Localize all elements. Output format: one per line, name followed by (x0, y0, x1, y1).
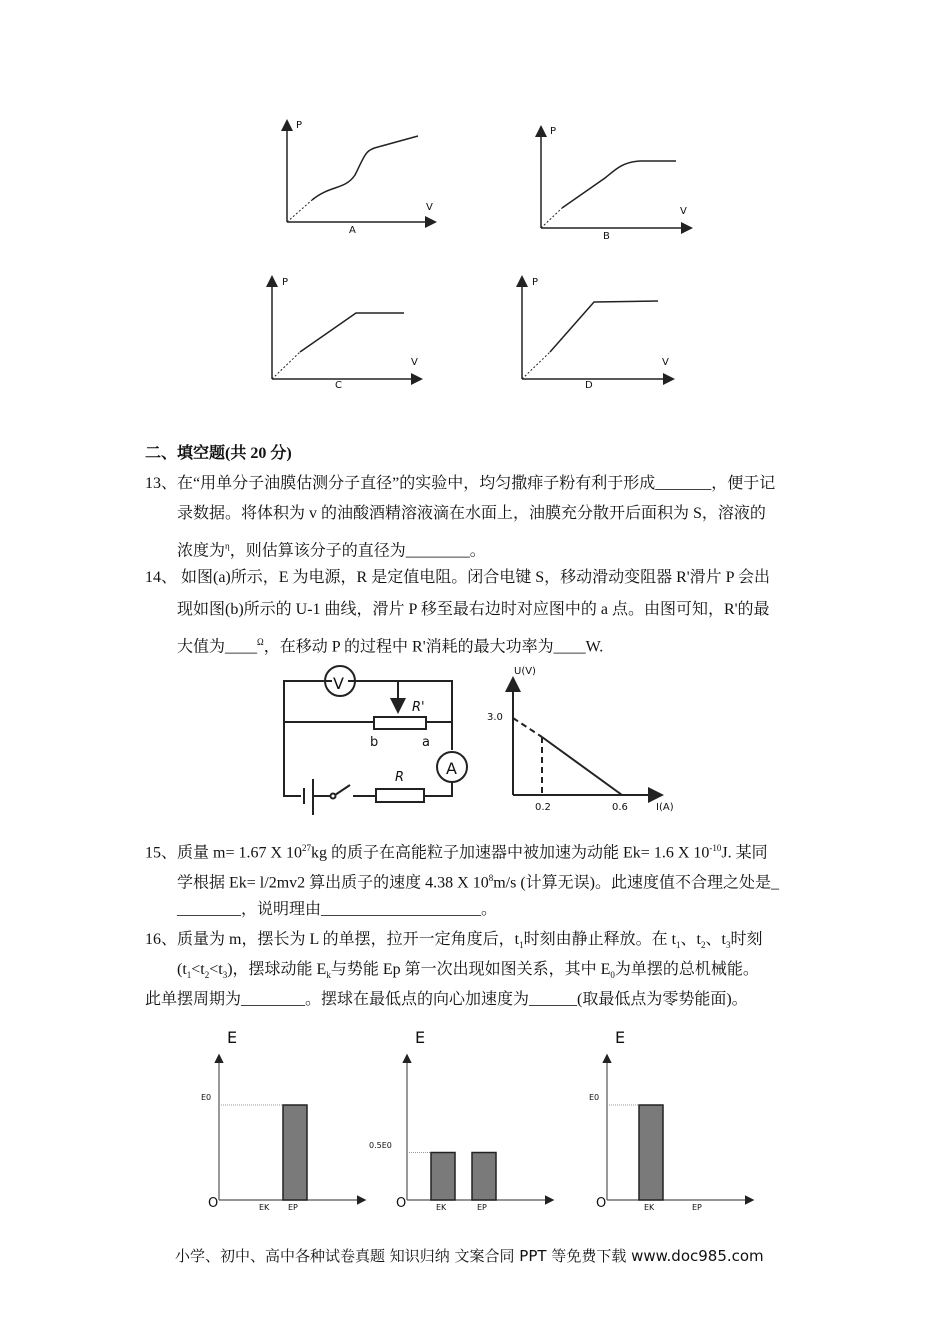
text-segment: 13、在“用单分子油膜估测分子直径”的实验中，均匀撒痱子粉有利于形成_______，便于记 (145, 475, 776, 492)
energy-cat-ek: EK (644, 1203, 655, 1212)
question-line (177, 504, 766, 524)
text-segment: kg 的质子在高能粒子加速器中被加速为动能 Ek= 1.6 X 10 (311, 844, 710, 862)
pv-d-x-label: V (662, 357, 669, 368)
ui-x-tick: 0.6 (612, 802, 628, 813)
text-segment: 与势能 Ep 第一次出现如图关系，其中 E (330, 961, 611, 978)
text-segment: 8 (488, 873, 494, 883)
ammeter-label: A (446, 759, 457, 778)
text-segment: <t (209, 961, 223, 978)
energy-bar-ep (283, 1105, 307, 1200)
text-segment: 大值为____ (177, 638, 258, 656)
pv-graph-d (522, 278, 672, 379)
text-segment: ，在移动 P 的过程中 R'消耗的最大功率为____W. (263, 638, 604, 656)
text-segment: m/s (计算无误)。此速度值不合理之处是_ (493, 874, 779, 892)
text-segment: ，则估算该分子的直径为________。 (229, 542, 486, 560)
rheostat-end-b: b (370, 735, 379, 750)
text-segment: 3 (725, 940, 731, 951)
text-segment: 3 (222, 970, 228, 981)
question-line (145, 474, 775, 494)
pv-b-y-label: P (550, 126, 557, 137)
energy-y-label: E (227, 1028, 238, 1047)
energy-y-label: E (615, 1028, 626, 1047)
question-line (145, 568, 770, 588)
text-segment: J. 某同 (721, 844, 768, 862)
resistor-label: R (395, 770, 405, 785)
energy-cat-ek: EK (259, 1203, 270, 1212)
text-segment: 此单摆周期为________。摆球在最低点的向心加速度为______(取最低点为零势能面)。 (145, 991, 748, 1008)
energy-level-label: E0 (201, 1093, 212, 1102)
pv-a-caption: A (349, 225, 356, 236)
text-segment: 浓度为 (177, 542, 226, 560)
energy-bar-ek (639, 1105, 663, 1200)
energy-level-label: E0 (589, 1093, 600, 1102)
pv-d-caption: D (585, 380, 593, 391)
ui-y-label: U(V) (514, 666, 536, 677)
text-segment: 2 (700, 940, 706, 951)
energy-cat-ep: EP (477, 1203, 487, 1212)
energy-origin-label: O (596, 1196, 607, 1211)
pv-a-y-label: P (296, 120, 303, 131)
text-segment: 1 (676, 940, 681, 951)
text-segment: <t (191, 961, 205, 978)
text-segment: 14、 如图(a)所示，E 为电源，R 是定值电阻。闭合电键 S，移动滑动变阻器 R'滑片 P 会出 (145, 569, 770, 586)
energy-cat-ep: EP (692, 1203, 702, 1212)
text-segment: )，摆球动能 E (227, 961, 327, 978)
question-line (177, 600, 770, 620)
pv-c-caption: C (335, 380, 342, 391)
text-segment: 为单摆的总机械能。 (614, 961, 759, 978)
ui-x-tick: 0.2 (535, 802, 551, 813)
pv-b-caption: B (603, 231, 610, 242)
pv-a-x-label: V (426, 202, 433, 213)
text-segment: 录数据。将体积为 v 的油酸酒精溶液滴在水面上，油膜充分散开后面积为 S，溶液的 (177, 505, 766, 522)
ui-x-label: I(A) (656, 802, 674, 813)
section-heading: 二、填空题(共 20 分) (145, 445, 292, 462)
pv-c-x-label: V (411, 357, 418, 368)
text-segment: 学根据 Ek= l/2mv2 算出质子的速度 4.38 X 10 (177, 874, 489, 892)
rheostat-label: R' (412, 700, 425, 715)
text-segment: 时刻 (730, 931, 763, 948)
text-segment: 1 (519, 940, 524, 951)
question-line (177, 536, 486, 561)
question-line (145, 838, 768, 863)
question-line (145, 930, 762, 955)
text-segment: ________，说明理由____________________。 (177, 901, 498, 918)
question-line (177, 868, 779, 893)
energy-origin-label: O (396, 1196, 407, 1211)
pv-graph-a (287, 122, 434, 222)
text-segment: 时刻由静止释放。在 t (523, 931, 677, 948)
text-segment: 15、质量 m= 1.67 X 10 (145, 844, 303, 862)
text-segment: 27 (302, 843, 312, 853)
voltmeter-label: V (333, 674, 344, 693)
ui-y-tick: 3.0 (487, 712, 503, 723)
question-line (177, 960, 759, 985)
energy-cat-ep: EP (288, 1203, 298, 1212)
text-segment: (t (177, 961, 187, 978)
question-line (177, 900, 497, 920)
text-segment: 2 (204, 970, 210, 981)
energy-origin-label: O (208, 1196, 219, 1211)
energy-level-label: 0.5E0 (369, 1140, 392, 1150)
rheostat-end-a: a (422, 735, 430, 750)
question-line (177, 632, 603, 657)
pv-graph-b (541, 128, 690, 228)
text-segment: 、t (705, 931, 726, 948)
pv-c-y-label: P (282, 277, 289, 288)
pv-b-x-label: V (680, 206, 687, 217)
text-segment: k (326, 970, 331, 981)
text-segment: 16、质量为 m，摆长为 L 的单摆，拉开一定角度后，t (145, 931, 520, 948)
text-segment: -10 (709, 843, 722, 853)
text-segment: 现如图(b)所示的 U-1 曲线，滑片 P 移至最右边时对应图中的 a 点。由图可知，R'的最 (177, 601, 770, 618)
text-segment: 0 (610, 970, 615, 981)
energy-bar-ep (472, 1153, 496, 1201)
text-segment: η (225, 541, 230, 551)
energy-y-label: E (415, 1028, 426, 1047)
ui-graph (513, 680, 660, 795)
text-segment: Ω (257, 637, 264, 647)
footer-text: 小学、初中、高中各种试卷真题 知识归纳 文案合同 PPT 等免费下载 www.doc985.com (175, 1247, 764, 1265)
question-line (145, 990, 748, 1010)
pv-graph-c (272, 278, 420, 379)
text-segment: 、t (680, 931, 701, 948)
energy-bar-ek (431, 1153, 455, 1201)
energy-cat-ek: EK (436, 1203, 447, 1212)
text-segment: 1 (186, 970, 192, 981)
pv-d-y-label: P (532, 277, 539, 288)
